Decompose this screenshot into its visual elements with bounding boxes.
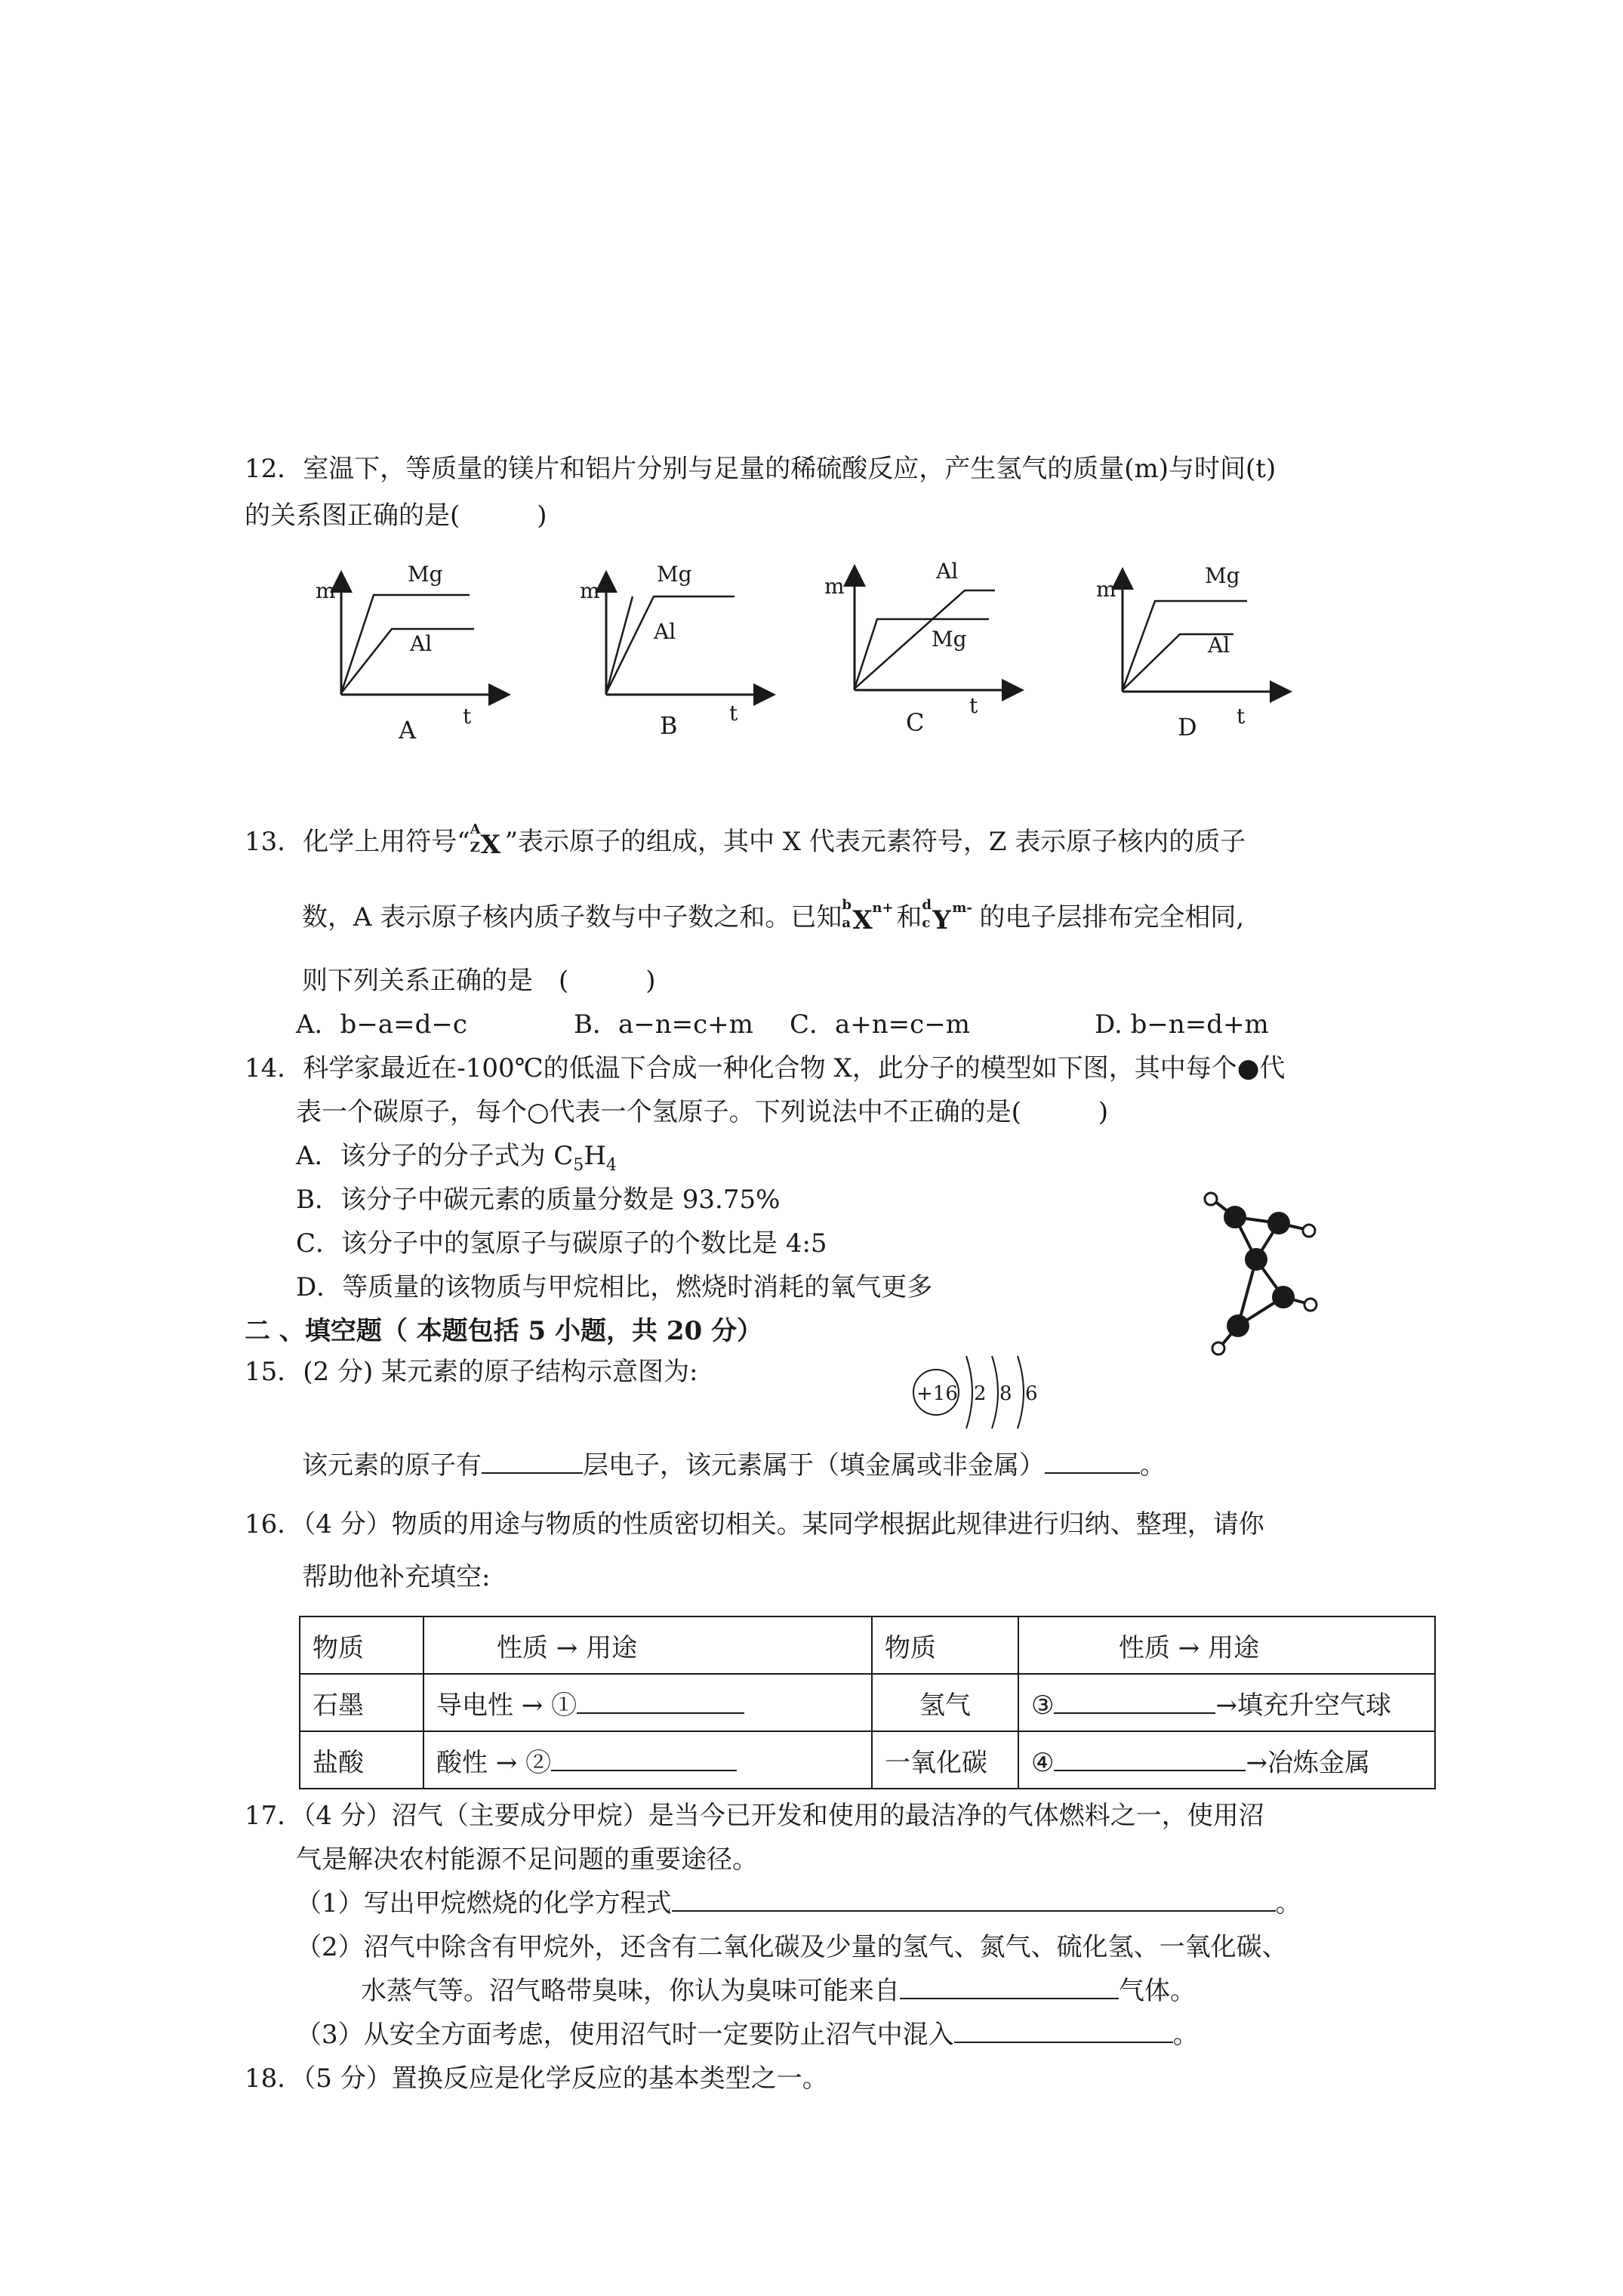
q13-option-c[interactable]: C．a+n=c−m [790, 1009, 970, 1040]
table-cell: 氢气 [872, 1674, 1018, 1731]
graph-d-x-label: t [1236, 704, 1246, 729]
q14-option-a[interactable]: A．该分子的分子式为 $C_5H_4$ [296, 1141, 617, 1175]
q12-graphs [0, 551, 1623, 763]
graph-c-x-label: t [969, 693, 978, 718]
q15-line1: 15．(2 分) 某元素的原子结构示意图为: [245, 1357, 698, 1387]
graph-d-top-label: Mg [1205, 563, 1240, 588]
blank-3[interactable] [1054, 1690, 1215, 1714]
q13-option-a[interactable]: A．b−a=d−c [296, 1009, 467, 1040]
ion-y-symbol: d c Y m- [922, 897, 972, 935]
q12-line1: 12．室温下，等质量的镁片和铝片分别与足量的稀硫酸反应，产生氢气的质量(m)与时间(t) [245, 454, 1277, 484]
graph-b-top-label: Mg [657, 562, 692, 587]
q14-line2: 表一个碳原子，每个○代表一个氢原子。下列说法中不正确的是( ) [296, 1097, 1109, 1127]
q13-option-b[interactable]: B．a−n=c+m [574, 1009, 753, 1040]
table-header-cell: 物质 [872, 1616, 1018, 1674]
shell-1-count: 2 [974, 1382, 987, 1405]
molecule-model [1193, 1133, 1359, 1359]
q15-blank-2[interactable] [1045, 1450, 1140, 1474]
nucleus-charge: +16 [916, 1382, 958, 1405]
q17-line2: 气是解决农村能源不足问题的重要途径。 [296, 1845, 758, 1875]
graph-c-top-label: Al [936, 559, 959, 584]
q17-part-3: （3）从安全方面考虑，使用沼气时一定要防止沼气中混入 。 [296, 2020, 1199, 2050]
graph-d-y-label: m [1096, 577, 1116, 602]
graph-d-bottom-label: Al [1208, 633, 1230, 658]
table-row [300, 1731, 1435, 1789]
graph-d-option: D [1178, 713, 1197, 741]
q14-option-b[interactable]: B．该分子中碳元素的质量分数是 93.75% [296, 1185, 781, 1215]
q17-part-1: （1）写出甲烷燃烧的化学方程式 。 [296, 1888, 1301, 1918]
shell-3-count: 6 [1025, 1382, 1038, 1405]
table-header-row [300, 1616, 1435, 1674]
shell-2-count: 8 [999, 1382, 1012, 1405]
graph-a-top-label: Mg [408, 562, 443, 587]
table-cell: 石墨 [300, 1674, 423, 1731]
graph-b-y-label: m [580, 578, 600, 603]
q14-line1: 14．科学家最近在-100℃的低温下合成一种化合物 X，此分子的模型如下图，其中每个●代 [245, 1053, 1286, 1083]
blank-1[interactable] [577, 1690, 744, 1714]
q17-part-2-line2: 水蒸气等。沼气略带臭味，你认为臭味可能来自 气体。 [361, 1976, 1196, 2006]
q15-blank-1[interactable] [482, 1450, 583, 1474]
atom-structure-diagram [897, 1344, 1048, 1450]
q18-line1: 18．（5 分）置换反应是化学反应的基本类型之一。 [245, 2063, 828, 2094]
q13-line3: 则下列关系正确的是 ( ) [302, 966, 656, 996]
table-row [300, 1674, 1435, 1731]
q17-part-2-line1: （2）沼气中除含有甲烷外，还含有二氧化碳及少量的氢气、氮气、硫化氢、一氧化碳、 [296, 1932, 1288, 1962]
q17-line1: 17．（4 分）沼气（主要成分甲烷）是当今已开发和使用的最洁净的气体燃料之一，使用沼 [245, 1801, 1264, 1831]
q14-option-d[interactable]: D．等质量的该物质与甲烷相比，燃烧时消耗的氧气更多 [296, 1272, 933, 1302]
q17-blank-1[interactable] [672, 1888, 1276, 1912]
table-cell: ④ →冶炼金属 [1018, 1731, 1435, 1789]
section-2-title: 二 、填空题（ 本题包括 5 小题，共 20 分） [245, 1316, 762, 1346]
graph-b-x-label: t [729, 701, 738, 726]
ion-x-symbol: b a X n+ [842, 897, 894, 935]
graph-a-option: A [399, 716, 417, 744]
q16-line2: 帮助他补充填空: [302, 1562, 491, 1592]
graph-c-bottom-label: Mg [932, 627, 967, 652]
table-cell: ③ →填充升空气球 [1018, 1674, 1435, 1731]
table-cell: 酸性 → ② [423, 1731, 872, 1789]
q17-blank-2[interactable] [900, 1975, 1119, 1999]
graph-a[interactable] [316, 562, 500, 744]
isotope-symbol: A Z X [470, 821, 501, 860]
graph-a-y-label: m [316, 578, 336, 603]
table-header-cell: 物质 [300, 1616, 423, 1674]
table-cell: 一氧化碳 [872, 1731, 1018, 1789]
graph-b[interactable] [580, 562, 765, 740]
graph-d[interactable] [1096, 563, 1281, 741]
table-cell: 盐酸 [300, 1731, 423, 1789]
q16-line1: 16．（4 分）物质的用途与物质的性质密切相关。某同学根据此规律进行归纳、整理，请你 [245, 1509, 1264, 1539]
graph-c-y-label: m [824, 574, 845, 599]
q15-line2: 该元素的原子有 层电子，该元素属于（填金属或非金属） 。 [302, 1450, 1166, 1481]
graph-c-option: C [906, 708, 925, 737]
graph-b-bottom-label: Al [654, 619, 676, 644]
table-header-cell: 性质 → 用途 [1018, 1616, 1435, 1674]
blank-2[interactable] [551, 1747, 737, 1771]
q17-blank-3[interactable] [954, 2019, 1173, 2043]
q12-line2: 的关系图正确的是( ) [245, 501, 547, 531]
q13-line1: 13．化学上用符号“ A Z X ”表示原子的组成，其中 X 代表元素符号，Z 表示原子核内的质子 [245, 821, 1246, 860]
q13-option-d[interactable]: D. b−n=d+m [1095, 1009, 1269, 1040]
graph-b-option: B [660, 711, 678, 740]
table-cell: 导电性 → ① [423, 1674, 872, 1731]
q14-option-c[interactable]: C．该分子中的氢原子与碳原子的个数比是 4:5 [296, 1228, 827, 1259]
graph-a-x-label: t [463, 704, 472, 729]
graph-c[interactable] [824, 559, 1013, 737]
table-header-cell: 性质 → 用途 [423, 1616, 872, 1674]
graph-a-bottom-label: Al [410, 631, 433, 656]
property-use-table [299, 1616, 1436, 1789]
q13-line2: 数，A 表示原子核内质子数与中子数之和。已知 b a X n+ 和 d c Y m- 的电子层排布完全相同, [302, 897, 1245, 935]
blank-4[interactable] [1054, 1747, 1246, 1771]
